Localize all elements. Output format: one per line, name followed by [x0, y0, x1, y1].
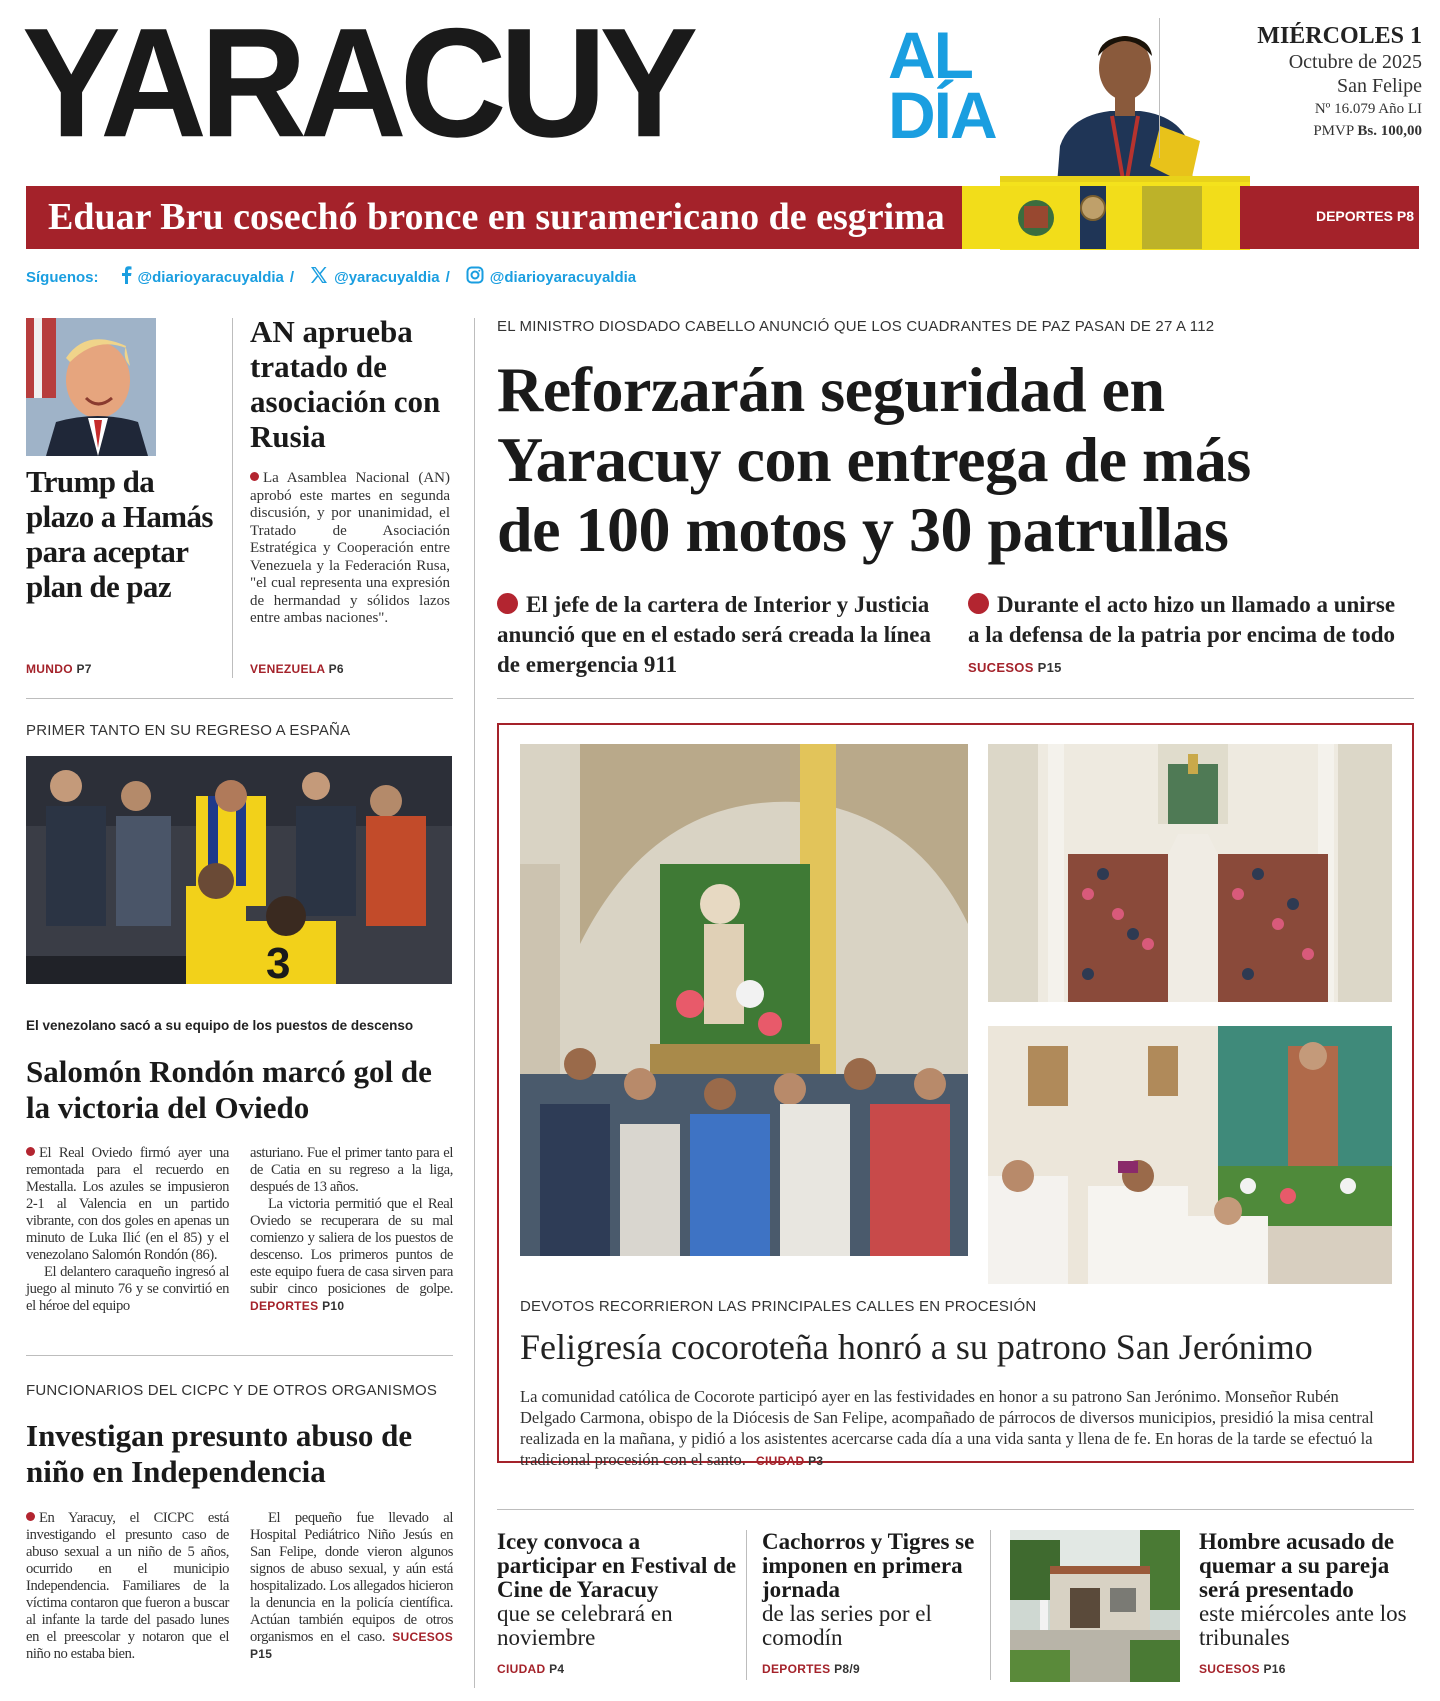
trump-headline[interactable]: Trump da plazo a Hamás para aceptar plan de paz [26, 464, 213, 604]
lead-headline-3[interactable]: de 100 motos y 30 patrullas [497, 494, 1229, 565]
brief-hombre-title: Hombre acusado de quemar a su pareja será presentado [1199, 1529, 1395, 1602]
lead-page: P15 [1037, 660, 1062, 675]
abuso-headline[interactable]: Investigan presunto abuso de niño en Independencia [26, 1418, 413, 1489]
lead-point-2-text: Durante el acto hizo un llamado a unirse a la defensa de la patria por encima de todo [968, 592, 1396, 647]
trump-page: P7 [76, 662, 92, 676]
lead-headline-2[interactable]: Yaracuy con entrega de más [497, 424, 1251, 495]
brief-cachorros-title: Cachorros y Tigres se imponen en primera jornada [762, 1529, 975, 1602]
lead-section-label: SUCESOS [968, 660, 1034, 675]
banner-headline[interactable]: Eduar Bru cosechó bronce en suramericano de esgrima [48, 196, 945, 238]
russia-section[interactable] [250, 662, 344, 676]
bullet-dot [26, 1512, 35, 1521]
brief-icey-title: Icey convoca a participar en Festival de Cine de Yaracuy [497, 1529, 737, 1602]
brief-hombre-section-label: SUCESOS [1199, 1662, 1260, 1676]
brief-cachorros[interactable] [762, 1530, 1002, 1650]
date-block [1257, 22, 1422, 142]
mass-photo [988, 1026, 1392, 1284]
rondon-section[interactable] [250, 1299, 344, 1313]
russia-body-text: La Asamblea Nacional (AN) aprobó este martes en segunda discusión, y por unanimidad, el Tratado de Asociación Estratégica y Cooperación entre Venezuela y la Federación Rusa, "el cual representa una expresión de hermandad y sólidos lazos entre ambas naciones". [250, 470, 450, 626]
rondon-headline[interactable]: Salomón Rondón marcó gol de la victoria del Oviedo [26, 1054, 432, 1125]
brief-icey-sub: que se celebrará en noviembre [497, 1601, 673, 1650]
rondon-photo [26, 756, 452, 984]
trump-section[interactable] [26, 662, 92, 676]
brief-hombre-page: P16 [1263, 1662, 1286, 1676]
masthead-al: AL [888, 18, 972, 92]
issue-city: San Felipe [1337, 75, 1422, 97]
svg-text:3: 3 [266, 939, 291, 984]
abuso-col-2 [250, 1510, 453, 1663]
abuso-col-1 [26, 1510, 229, 1663]
issue-day: MIÉRCOLES 1 [1257, 23, 1422, 49]
rondon-col-1-p1: El Real Oviedo firmó ayer una remontada para el recuerdo en Mestalla. Los azules se impusieron 2-1 al Valencia en un partido vibrante, con dos goles en apenas un minuto de Luka Ilić (en el 85) y el venezolano Salomón Rondón (86). [26, 1145, 229, 1263]
feligresia-headline[interactable]: Feligresía cocoroteña honró a su patrono San Jerónimo [520, 1327, 1313, 1367]
feligresia-section-label: CIUDAD [756, 1454, 805, 1468]
price-value: Bs. 100,00 [1357, 123, 1422, 139]
issue-price [1257, 120, 1422, 142]
rondon-kicker: PRIMER TANTO EN SU REGRESO A ESPAÑA [26, 722, 351, 739]
lead-point-2 [968, 590, 1408, 683]
brief-icey-page: P4 [549, 1662, 565, 1676]
russia-section-label: VENEZUELA [250, 662, 325, 676]
brief-icey[interactable] [497, 1530, 737, 1650]
masthead-title: YARACUY [22, 0, 692, 170]
russia-headline[interactable]: AN aprueba tratado de asociación con Rusia [250, 314, 441, 454]
issue-number: Nº 16.079 Año LI [1314, 101, 1422, 117]
house-photo [1010, 1530, 1180, 1682]
brief-hombre-section[interactable] [1199, 1662, 1286, 1676]
bullet-dot [26, 1147, 35, 1156]
bullet-dot [497, 593, 518, 614]
brief-cachorros-section[interactable] [762, 1662, 860, 1676]
masthead-dia: DÍA [888, 78, 996, 152]
banner-section-label: DEPORTES [1315, 208, 1393, 224]
banner-page: P8 [1396, 208, 1414, 224]
trump-photo [26, 318, 156, 456]
russia-body [250, 470, 450, 628]
lead-point-1-text: El jefe de la cartera de Interior y Justicia anunció que en el estado será creada la línea de emergencia 911 [497, 592, 932, 677]
abuso-col-2-text: El pequeño fue llevado al Hospital Pediátrico Niño Jesús en San Felipe, donde vieron algunos signos de abuso sexual, y aún está hospitalizado. Los allegados hicieron la denuncia en la policía científica. Actúan también equipos de otros organismos en el caso. [250, 1510, 453, 1645]
rondon-caption: El venezolano sacó a su equipo de los puestos de descenso [26, 1018, 414, 1033]
rondon-page: P10 [322, 1299, 345, 1313]
abuso-col-1-text: En Yaracuy, el CICPC está investigando el presunto caso de abuso sexual a un niño de 5 años, ocurrido en el municipio Independencia. Familiares de la víctima contaron que fueron a buscar al infante la tarde del pasado lunes en el preescolar y notaron que el niño no estaba bien. [26, 1510, 229, 1662]
brief-icey-section[interactable] [497, 1662, 564, 1676]
abuso-kicker: FUNCIONARIOS DEL CICPC Y DE OTROS ORGANISMOS [26, 1382, 438, 1399]
abuso-section-label: SUCESOS [392, 1630, 454, 1644]
procession-photo [520, 744, 968, 1256]
rondon-col-2-p1: asturiano. Fue el primer tanto para el de Catia en su regreso a la liga, después de 13 años. [250, 1145, 453, 1195]
facebook-icon[interactable] [121, 266, 132, 288]
rondon-col-2 [250, 1145, 453, 1315]
social-label: Síguenos: [26, 268, 99, 286]
lead-point-1 [497, 590, 937, 680]
feligresia-body [520, 1386, 1390, 1472]
social-bar [26, 266, 636, 288]
brief-cachorros-sub: de las series por el comodín [762, 1601, 932, 1650]
instagram-handle[interactable]: @diarioyaracuyaldia [489, 268, 637, 286]
feligresia-page: P3 [808, 1454, 824, 1468]
bullet-dot [968, 593, 989, 614]
feligresia-body-text: La comunidad católica de Cocorote participó ayer en las festividades en honor a su patrono San Jerónimo. Monseñor Rubén Delgado Carmona, obispo de la Diócesis de San Felipe, acompañado de párrocos de diversos municipios, presidió la misa central realizada en la mañana, y pidió a los asistentes acercarse cada día a una vida santa y llena de fe. En horas de la tarde se efectuó la tradicional procesión con el santo. [520, 1387, 1374, 1469]
rondon-col-1-p2: El delantero caraqueño ingresó al juego al minuto 76 y se convirtió en el héroe del equipo [26, 1264, 229, 1314]
issue-date: Octubre de 2025 [1288, 51, 1422, 73]
brief-hombre[interactable] [1199, 1530, 1419, 1650]
price-label: PMVP [1313, 123, 1354, 139]
instagram-icon[interactable] [466, 266, 484, 288]
brief-icey-section-label: CIUDAD [497, 1662, 546, 1676]
bullet-dot [250, 472, 259, 481]
abuso-page: P15 [250, 1647, 273, 1661]
rondon-col-2-p2 [250, 1196, 453, 1315]
flag-photo-overlay [962, 186, 1240, 249]
feligresia-kicker: DEVOTOS RECORRIERON LAS PRINCIPALES CALLES EN PROCESIÓN [520, 1298, 1037, 1315]
x-icon[interactable] [310, 266, 328, 288]
facebook-handle[interactable]: @diarioyaracuyaldia [137, 268, 284, 286]
lead-headline-1[interactable]: Reforzarán seguridad en [497, 354, 1165, 425]
lead-section[interactable] [968, 660, 1062, 675]
brief-cachorros-section-label: DEPORTES [762, 1662, 831, 1676]
social-separator: / [289, 268, 295, 286]
rondon-section-label: DEPORTES [250, 1299, 319, 1313]
rondon-col-2-p2-text: La victoria permitió que el Real Oviedo se recuperara de su mal comienzo y saliera de los puestos de descenso. Los primeros puntos de este equipo fuera de casa sirven para subir cinco posiciones de golpe. [250, 1196, 453, 1297]
rondon-col-1 [26, 1145, 229, 1315]
trump-section-label: MUNDO [26, 662, 73, 676]
russia-page: P6 [328, 662, 344, 676]
banner-section[interactable] [1316, 208, 1414, 224]
social-separator-2: / [445, 268, 450, 286]
church-interior-photo [988, 744, 1392, 1002]
feligresia-section[interactable] [756, 1454, 823, 1468]
lead-kicker: EL MINISTRO DIOSDADO CABELLO ANUNCIÓ QUE LOS CUADRANTES DE PAZ PASAN DE 27 A 112 [497, 318, 1215, 335]
brief-cachorros-page: P8/9 [834, 1662, 860, 1676]
x-handle[interactable]: @yaracuyaldia [334, 268, 440, 286]
brief-hombre-sub: este miércoles ante los tribunales [1199, 1601, 1407, 1650]
